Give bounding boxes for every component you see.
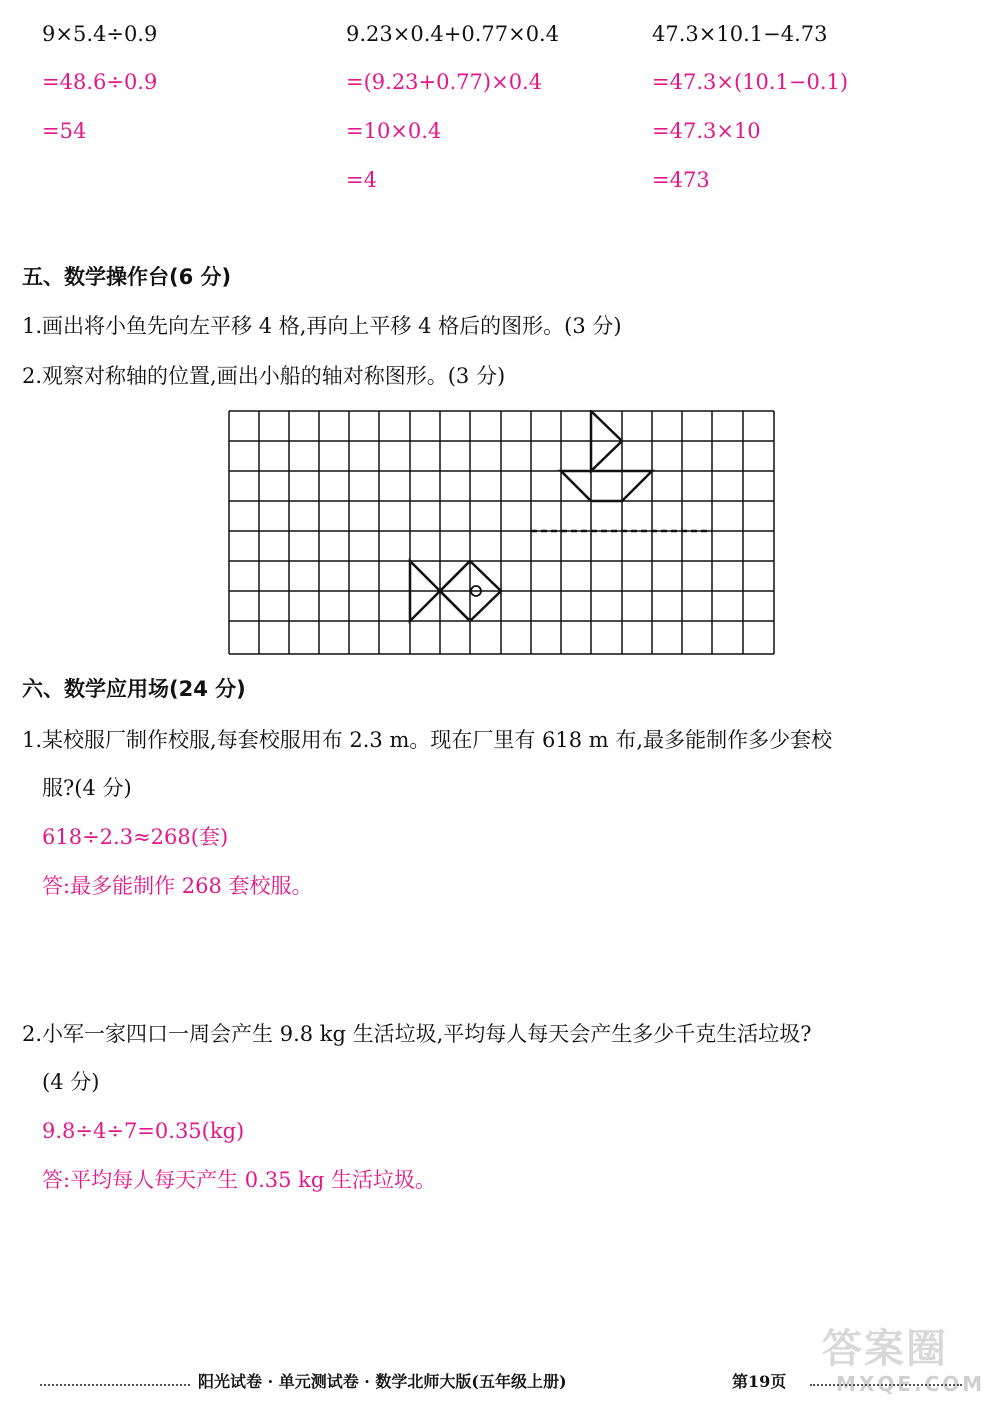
section6-q2-line2: (4 分) bbox=[42, 1070, 100, 1094]
grid-lines bbox=[229, 411, 774, 654]
section6-q2-line1: 2.小军一家四口一周会产生 9.8 kg 生活垃圾,平均每人每天会产生多少千克生活垃圾? bbox=[22, 1022, 812, 1046]
calc2-line-3: =4 bbox=[346, 168, 377, 192]
calc2-line-0: 9.23×0.4+0.77×0.4 bbox=[346, 22, 560, 46]
calc1-line-0: 9×5.4÷0.9 bbox=[42, 22, 158, 46]
grid-figure bbox=[228, 410, 776, 656]
calc3-line-1: =47.3×(10.1−0.1) bbox=[652, 70, 849, 94]
calc1-line-2: =54 bbox=[42, 119, 87, 143]
calc3-line-2: =47.3×10 bbox=[652, 119, 761, 143]
calc1-line-1: =48.6÷0.9 bbox=[42, 70, 158, 94]
calc2-line-1: =(9.23+0.77)×0.4 bbox=[346, 70, 543, 94]
boat-shape bbox=[561, 411, 652, 501]
section5-title: 五、数学操作台(6 分) bbox=[22, 265, 232, 289]
section6-title: 六、数学应用场(24 分) bbox=[22, 677, 246, 701]
section5-question-2: 2.观察对称轴的位置,画出小船的轴对称图形。(3 分) bbox=[22, 364, 506, 388]
footer-page-number: 第19页 bbox=[732, 1372, 787, 1391]
footer-text: 阳光试卷 · 单元测试卷 · 数学北师大版(五年级上册) bbox=[198, 1372, 567, 1391]
section5-question-1: 1.画出将小鱼先向左平移 4 格,再向上平移 4 格后的图形。(3 分) bbox=[22, 314, 622, 338]
calc3-line-0: 47.3×10.1−4.73 bbox=[652, 22, 828, 46]
section6-q1-answer: 答:最多能制作 268 套校服。 bbox=[42, 874, 313, 898]
footer-dotted-right bbox=[810, 1384, 962, 1386]
footer-dotted-left bbox=[40, 1384, 190, 1386]
section6-q2-answer: 答:平均每人每天产生 0.35 kg 生活垃圾。 bbox=[42, 1168, 437, 1192]
calc3-line-3: =473 bbox=[652, 168, 710, 192]
section6-q1-line2: 服?(4 分) bbox=[42, 776, 132, 800]
watermark-logo: 答案圈 bbox=[822, 1326, 948, 1372]
section6-q1-calc: 618÷2.3≈268(套) bbox=[42, 825, 229, 849]
section6-q1-line1: 1.某校服厂制作校服,每套校服用布 2.3 m。现在厂里有 618 m 布,最多能制作多少套校 bbox=[22, 728, 833, 752]
section6-q2-calc: 9.8÷4÷7=0.35(kg) bbox=[42, 1119, 245, 1143]
calc2-line-2: =10×0.4 bbox=[346, 119, 442, 143]
watermark-url: MXQE.COM bbox=[836, 1372, 986, 1396]
